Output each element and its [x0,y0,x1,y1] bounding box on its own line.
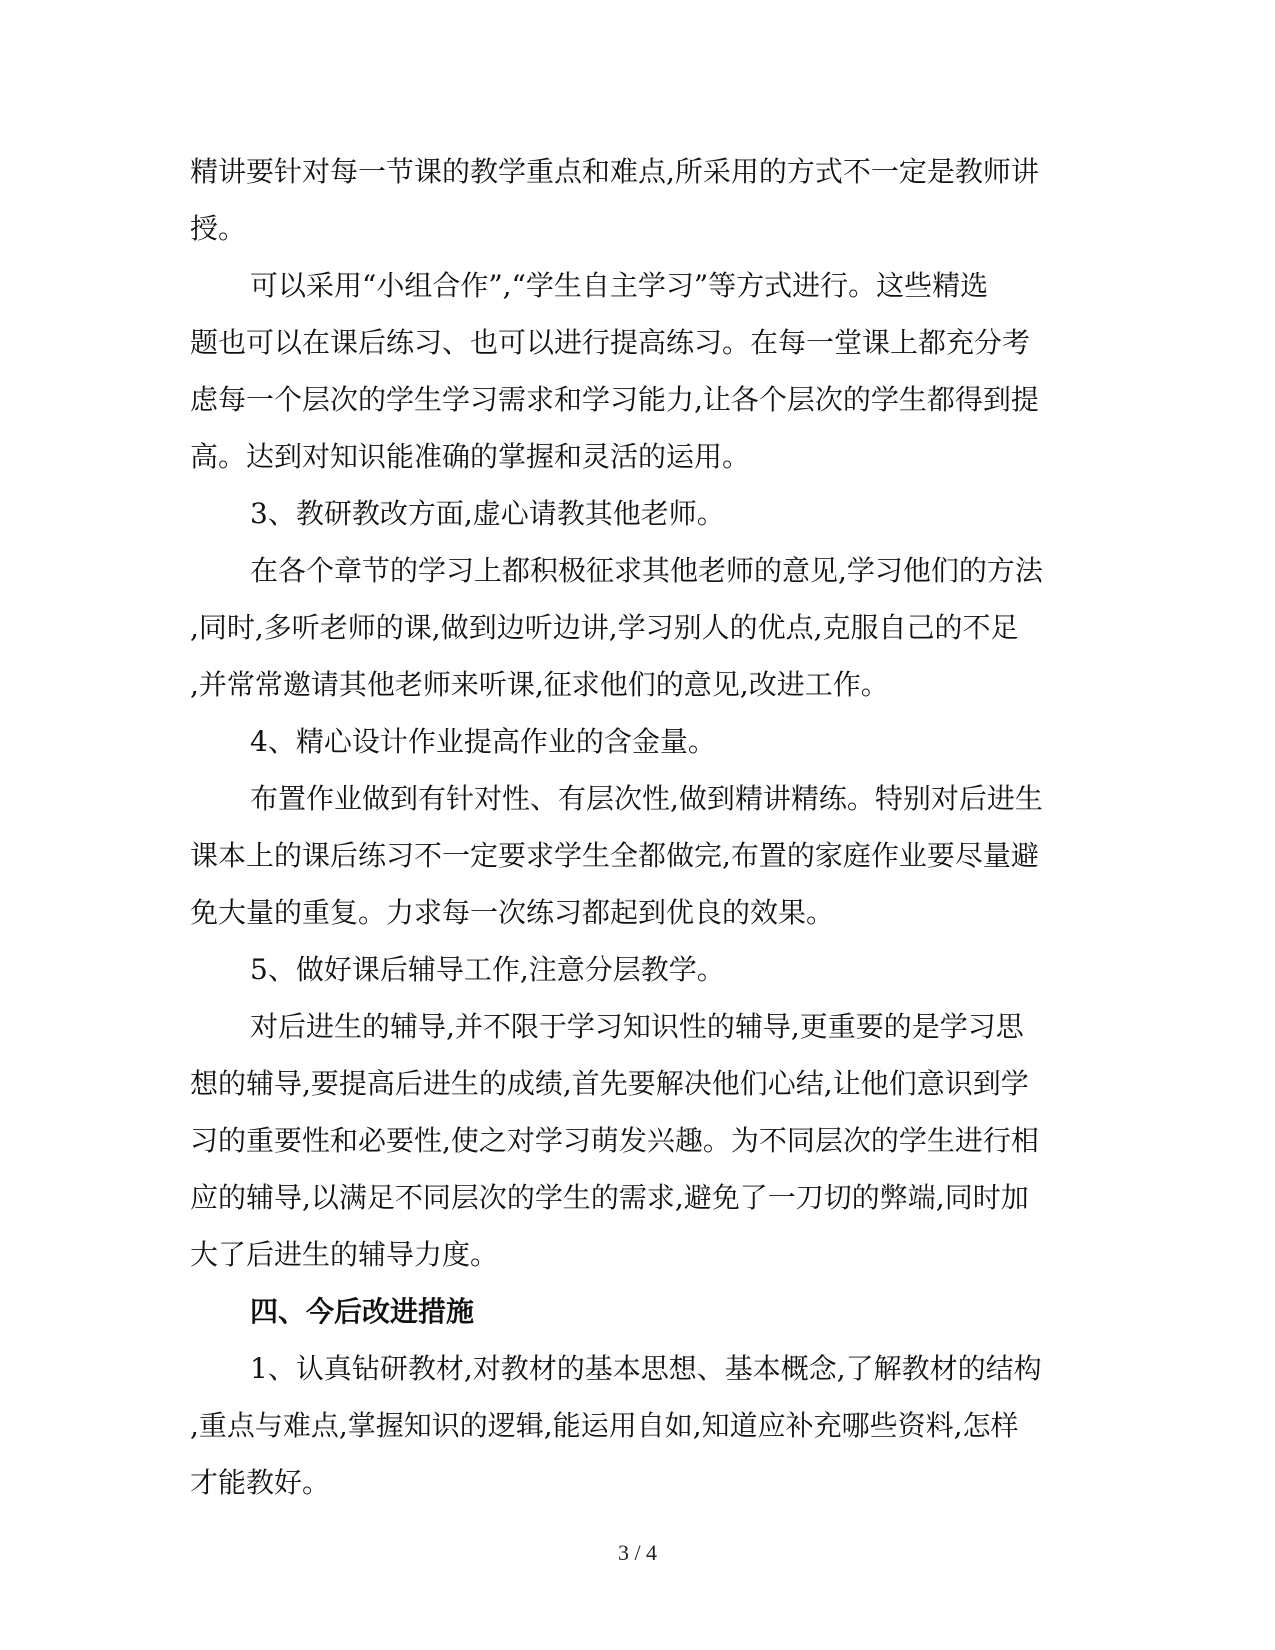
text-line: 高。达到对知识能准确的掌握和灵活的运用。 [190,440,751,473]
text-line: 免大量的重复。力求每一次练习都起到优良的效果。 [190,896,835,929]
document-body [190,143,1085,1511]
text-line: ,同时,多听老师的课,做到边听边讲,学习别人的优点,克服自己的不足 [190,611,1019,644]
text-line: 想的辅导,要提高后进生的成绩,首先要解决他们心结,让他们意识到学 [190,1067,1029,1100]
text-line: 精讲要针对每一节课的教学重点和难点,所采用的方式不一定是教师讲 [190,155,1039,188]
paragraph-start: 布置作业做到有针对性、有层次性,做到精讲精练。特别对后进生 [250,782,1043,815]
text-line: 应的辅导,以满足不同层次的学生的需求,避免了一刀切的弊端,同时加 [190,1181,1029,1214]
section-item-4: 4、精心设计作业提高作业的含金量。 [250,725,716,758]
section-item-1: 1、认真钻研教材,对教材的基本思想、基本概念,了解教材的结构 [250,1352,1042,1385]
text-line: ,并常常邀请其他老师来听课,征求他们的意见,改进工作。 [190,668,889,701]
text-line: 习的重要性和必要性,使之对学习萌发兴趣。为不同层次的学生进行相 [190,1124,1039,1157]
text-line: 课本上的课后练习不一定要求学生全都做完,布置的家庭作业要尽量避 [190,839,1039,872]
text-line: 大了后进生的辅导力度。 [190,1238,499,1271]
section-heading: 四、今后改进措施 [250,1295,475,1328]
section-item-5: 5、做好课后辅导工作,注意分层教学。 [250,953,725,986]
text-line: 才能教好。 [190,1466,331,1499]
text-line: 授。 [190,212,247,245]
page-number: 3 / 4 [617,1540,658,1565]
paragraph-start: 在各个章节的学习上都积极征求其他老师的意见,学习他们的方法 [250,554,1043,587]
paragraph-start: 可以采用“小组合作”,“学生自主学习”等方式进行。这些精选 [250,269,989,302]
paragraph-start: 对后进生的辅导,并不限于学习知识性的辅导,更重要的是学习思 [250,1010,1024,1043]
section-item-3: 3、教研教改方面,虚心请教其他老师。 [250,497,725,530]
text-line: 题也可以在课后练习、也可以进行提高练习。在每一堂课上都充分考 [190,326,1031,359]
text-line: ,重点与难点,掌握知识的逻辑,能运用自如,知道应补充哪些资料,怎样 [190,1409,1019,1442]
text-line: 虑每一个层次的学生学习需求和学习能力,让各个层次的学生都得到提 [190,383,1039,416]
